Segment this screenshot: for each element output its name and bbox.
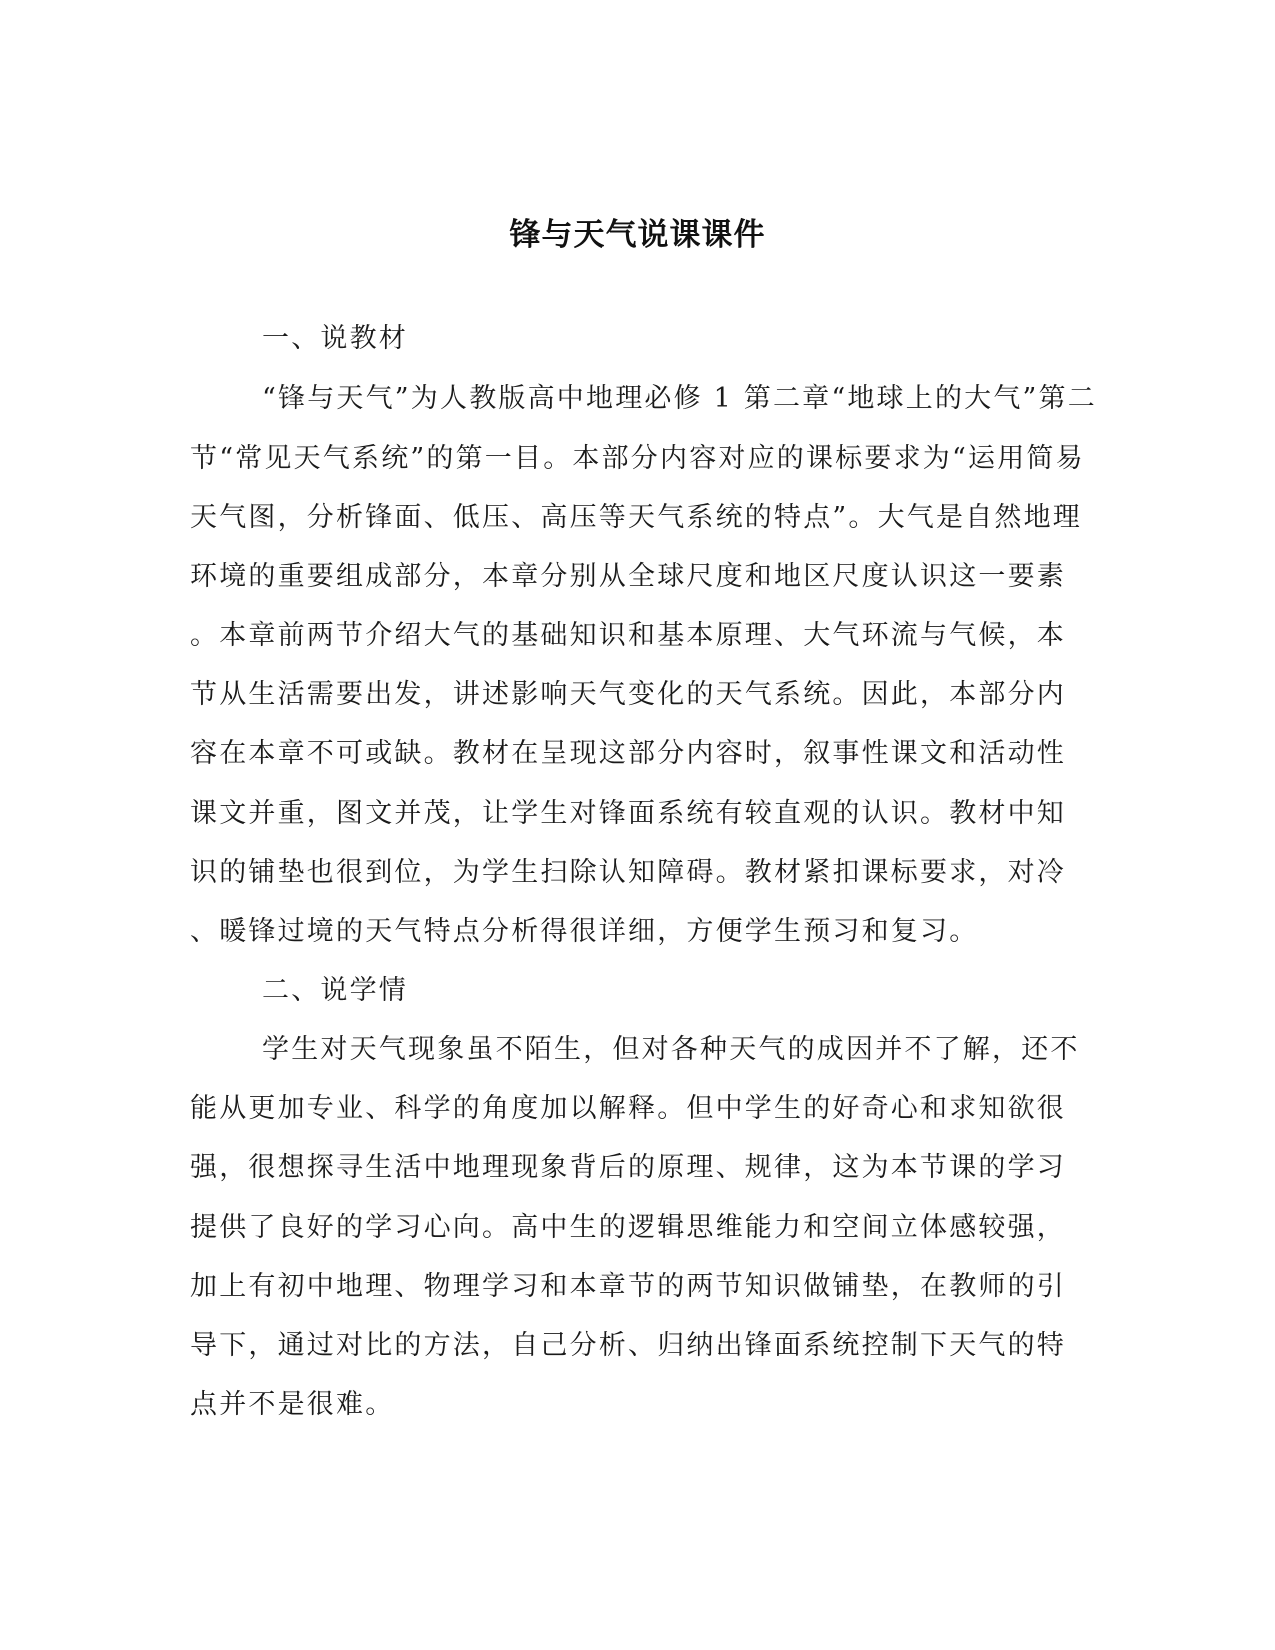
paragraph-line: 天气图，分析锋面、低压、高压等天气系统的特点”。大气是自然地理 bbox=[190, 502, 1083, 533]
paragraph-line: 导下，通过对比的方法，自己分析、归纳出锋面系统控制下天气的特 bbox=[190, 1330, 1066, 1361]
paragraph-line: 节从生活需要出发，讲述影响天气变化的天气系统。因此，本部分内 bbox=[190, 679, 1066, 710]
paragraph-line: 、暖锋过境的天气特点分析得很详细，方便学生预习和复习。 bbox=[190, 916, 979, 947]
document-title: 锋与天气说课课件 bbox=[509, 217, 766, 253]
paragraph-line: 强，很想探寻生活中地理现象背后的原理、规律，这为本节课的学习 bbox=[190, 1152, 1066, 1183]
paragraph-line: 加上有初中地理、物理学习和本章节的两节知识做铺垫，在教师的引 bbox=[190, 1271, 1066, 1302]
paragraph-line: 节“常见天气系统”的第一目。本部分内容对应的课标要求为“运用简易 bbox=[190, 443, 1085, 474]
paragraph-line: 课文并重，图文并茂，让学生对锋面系统有较直观的认识。教材中知 bbox=[190, 798, 1066, 829]
paragraph-line: 学生对天气现象虽不陌生，但对各种天气的成因并不了解，还不 bbox=[262, 1034, 1080, 1065]
section-heading: 二、说学情 bbox=[262, 975, 408, 1006]
paragraph-line: “锋与天气”为人教版高中地理必修 1 第二章“地球上的大气”第二 bbox=[262, 383, 1097, 414]
paragraph-line: 环境的重要组成部分，本章分别从全球尺度和地区尺度认识这一要素 bbox=[190, 561, 1066, 592]
paragraph-line: 识的铺垫也很到位，为学生扫除认知障碍。教材紧扣课标要求，对冷 bbox=[190, 857, 1066, 888]
paragraph-line: 提供了良好的学习心向。高中生的逻辑思维能力和空间立体感较强， bbox=[190, 1212, 1066, 1243]
paragraph-line: 能从更加专业、科学的角度加以解释。但中学生的好奇心和求知欲很 bbox=[190, 1093, 1066, 1124]
paragraph-line: 。本章前两节介绍大气的基础知识和基本原理、大气环流与气候，本 bbox=[190, 620, 1066, 651]
paragraph-line: 点并不是很难。 bbox=[190, 1389, 395, 1420]
paragraph-line: 容在本章不可或缺。教材在呈现这部分内容时，叙事性课文和活动性 bbox=[190, 738, 1066, 769]
section-heading: 一、说教材 bbox=[262, 323, 408, 354]
